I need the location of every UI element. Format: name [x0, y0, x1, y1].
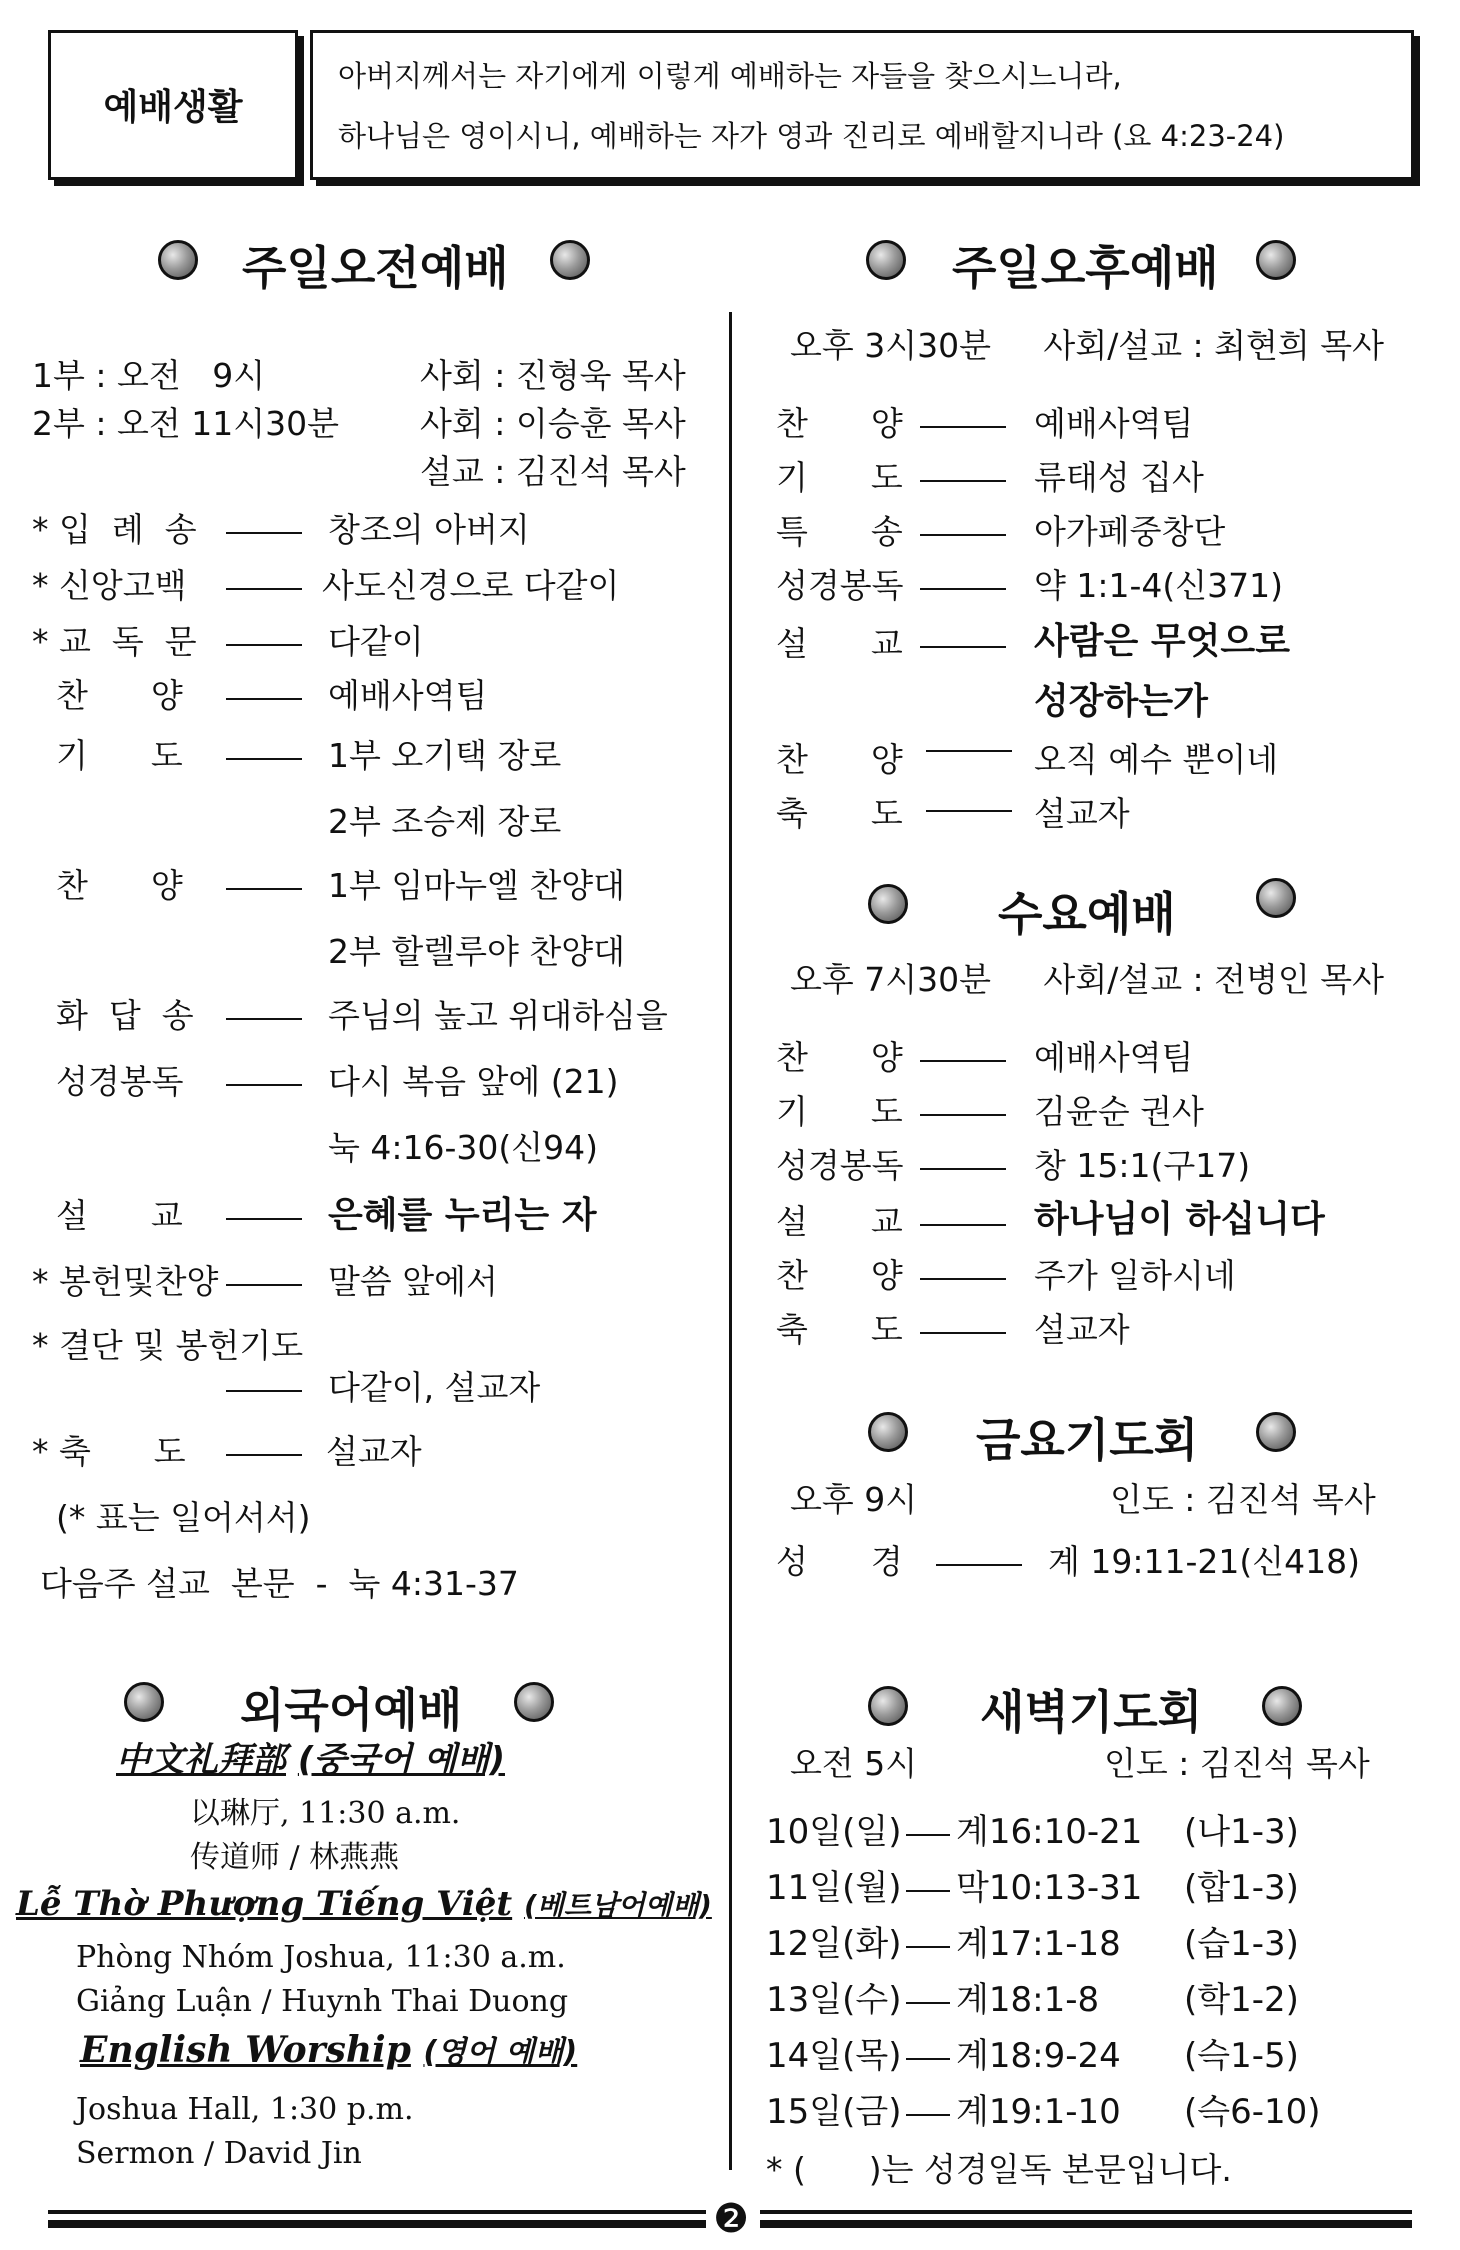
friday-leader: 인도 : 김진석 목사 — [1110, 1480, 1376, 1519]
item-label: 찬 양 — [776, 404, 903, 443]
dawn-title: 새벽기도회 — [980, 1685, 1203, 1739]
item-label: 기 도 — [56, 736, 183, 775]
chinese-title-kr: (중국어 예배) — [297, 1740, 505, 1780]
dawn-text: 계17:1-18 — [956, 1924, 1121, 1964]
leader-line — [226, 1284, 302, 1286]
footer-rule-left — [48, 2210, 706, 2214]
chinese-line1: 以琳厅, 11:30 a.m. — [190, 1796, 461, 1831]
item-label: 축 도 — [776, 794, 903, 833]
viet-title — [16, 1884, 712, 1926]
viet-title-text: Lễ Thờ Phượng Tiếng Việt — [16, 1884, 513, 1924]
item-value: 창조의 아버지 — [328, 510, 530, 549]
bullet-icon — [1256, 1412, 1296, 1452]
header-verse-line2: 하나님은 영이시니, 예배하는 자가 영과 진리로 예배할지니라 (요 4:23-24) — [338, 119, 1285, 153]
english-title-kr: (영어 예배) — [423, 2035, 578, 2070]
leader-line — [906, 1946, 950, 1948]
item-label: * 신앙고백 — [32, 566, 187, 605]
item-label: * 축 도 — [32, 1432, 186, 1471]
host2: 사회 : 이승훈 목사 — [420, 404, 686, 443]
afternoon-sermon-line1: 사람은 무엇으로 — [1034, 621, 1290, 662]
item-value: 다같이, 설교자 — [328, 1368, 541, 1407]
afternoon-sermon-line2: 성장하는가 — [1034, 681, 1208, 722]
leader-line — [226, 1018, 302, 1020]
leader-line — [906, 1890, 950, 1892]
footer-rule-left — [48, 2220, 706, 2228]
leader-line — [926, 810, 1012, 812]
host1: 사회 : 진형욱 목사 — [420, 356, 686, 395]
sermon-title: 은혜를 누리는 자 — [328, 1195, 597, 1236]
header-label: 예배생활 — [103, 87, 243, 128]
dawn-ref: (슥1-5) — [1184, 2036, 1299, 2076]
friday-title: 금요기도회 — [976, 1413, 1199, 1467]
item-label: 설 교 — [776, 1202, 903, 1241]
bullet-icon — [868, 1686, 908, 1726]
item-value2: 2부 조승제 장로 — [328, 802, 562, 841]
item-label: 성경봉독 — [776, 566, 904, 605]
item-label: * 입 례 송 — [32, 510, 197, 549]
dawn-ref: (습1-3) — [1184, 1924, 1299, 1964]
viet-line1: Phòng Nhóm Joshua, 11:30 a.m. — [76, 1940, 566, 1975]
bullet-icon — [514, 1682, 554, 1722]
dawn-text: 계16:10-21 — [956, 1812, 1143, 1852]
dawn-ref: (나1-3) — [1184, 1812, 1299, 1852]
item-value: 1부 임마누엘 찬양대 — [328, 866, 625, 905]
bullet-icon — [1256, 240, 1296, 280]
item-label: 기 도 — [776, 458, 903, 497]
english-line2: Sermon / David Jin — [76, 2136, 362, 2171]
item-label: 화 답 송 — [56, 996, 194, 1035]
viet-line2: Giảng Luận / Huynh Thai Duong — [76, 1984, 569, 2019]
item-label: 찬 양 — [56, 676, 183, 715]
sunday-morning-title: 주일오전예배 — [242, 241, 509, 295]
item-label: 설 교 — [56, 1196, 183, 1235]
item-value: 류태성 집사 — [1034, 458, 1204, 497]
dawn-day: 13일(수) — [766, 1980, 902, 2020]
bullet-icon — [1262, 1686, 1302, 1726]
item-value: 아가페중창단 — [1034, 512, 1226, 551]
leader-line — [906, 2058, 950, 2060]
leader-line — [226, 588, 302, 590]
bullet-icon — [1256, 878, 1296, 918]
chinese-line2: 传道师 / 林燕燕 — [190, 1840, 400, 1875]
item-value2: 눅 4:16-30(신94) — [328, 1128, 598, 1167]
dawn-note: * ( )는 성경일독 본문입니다. — [766, 2150, 1232, 2189]
item-value: 약 1:1-4(신371) — [1034, 566, 1283, 605]
standing-note: (* 표는 일어서서) — [56, 1498, 311, 1537]
item-label: 설 교 — [776, 624, 903, 663]
dawn-day: 14일(목) — [766, 2036, 902, 2076]
item-label: 축 도 — [776, 1310, 903, 1349]
viet-title-kr: (베트남어예배) — [523, 1889, 712, 1922]
item-label: 특 송 — [776, 512, 903, 551]
leader-line — [920, 1224, 1006, 1226]
leader-line — [920, 426, 1006, 428]
leader-line — [920, 588, 1006, 590]
dawn-day: 12일(화) — [766, 1924, 902, 1964]
dawn-text: 계19:1-10 — [956, 2092, 1121, 2132]
item-label: 성경봉독 — [56, 1062, 184, 1101]
friday-scripture: 계 19:11-21(신418) — [1048, 1542, 1360, 1581]
dawn-ref: (합1-3) — [1184, 1868, 1299, 1908]
next-week-text: 다음주 설교 본문 - 눅 4:31-37 — [40, 1564, 519, 1603]
leader-line — [920, 1332, 1006, 1334]
item-value: 주가 일하시네 — [1034, 1256, 1236, 1295]
item-value: 주님의 높고 위대하심을 — [328, 996, 668, 1035]
friday-time: 오후 9시 — [790, 1480, 918, 1519]
afternoon-info: 오후 3시30분 사회/설교 : 최현희 목사 — [790, 326, 1385, 365]
footer-rule-right — [760, 2220, 1412, 2228]
bullet-icon — [868, 884, 908, 924]
dawn-ref: (슥6-10) — [1184, 2092, 1321, 2132]
item-value: 예배사역팀 — [1034, 1038, 1194, 1077]
item-value: 설교자 — [1034, 1310, 1130, 1349]
dawn-text: 계18:1-8 — [956, 1980, 1100, 2020]
wednesday-info: 오후 7시30분 사회/설교 : 전병인 목사 — [790, 960, 1385, 999]
part2-time: 2부 : 오전 11시30분 — [32, 404, 339, 443]
leader-line — [920, 1060, 1006, 1062]
leader-line — [226, 1454, 302, 1456]
dawn-ref: (학1-2) — [1184, 1980, 1299, 2020]
bullet-icon — [124, 1682, 164, 1722]
leader-line — [226, 888, 302, 890]
english-title-text: English Worship — [80, 2029, 411, 2071]
english-title — [80, 2030, 577, 2073]
friday-scripture-label: 성 경 — [776, 1542, 903, 1581]
leader-line — [920, 1278, 1006, 1280]
item-value: 오직 예수 뿐이네 — [1034, 740, 1279, 779]
dawn-day: 11일(월) — [766, 1868, 902, 1908]
item-label: 성경봉독 — [776, 1146, 904, 1185]
item-label: 기 도 — [776, 1092, 903, 1131]
page-number: ❷ — [713, 2196, 749, 2242]
item-label: * 교 독 문 — [32, 622, 197, 661]
header-verse-box — [310, 30, 1414, 180]
header-verse-line1: 아버지께서는 자기에게 이렇게 예배하는 자들을 찾으시느니라, — [338, 59, 1122, 93]
item-value: 설교자 — [1034, 794, 1130, 833]
leader-line — [906, 1834, 950, 1836]
item-value: 사도신경으로 다같이 — [322, 566, 620, 605]
dawn-time: 오전 5시 — [790, 1744, 918, 1783]
item-value: 설교자 — [326, 1432, 422, 1471]
item-label: 찬 양 — [56, 866, 183, 905]
chinese-title — [116, 1740, 505, 1780]
bullet-icon — [866, 240, 906, 280]
item-value: 예배사역팀 — [328, 676, 488, 715]
leader-line — [920, 1168, 1006, 1170]
preacher: 설교 : 김진석 목사 — [420, 452, 686, 491]
leader-line — [226, 758, 302, 760]
sunday-afternoon-title: 주일오후예배 — [952, 241, 1219, 295]
item-label: 찬 양 — [776, 740, 903, 779]
leader-line — [920, 480, 1006, 482]
dawn-day: 10일(일) — [766, 1812, 902, 1852]
item-value2: 2부 할렐루야 찬양대 — [328, 932, 625, 971]
part1-time: 1부 : 오전 9시 — [32, 356, 266, 395]
item-label: * 봉헌및찬양 — [32, 1262, 219, 1301]
item-value: 예배사역팀 — [1034, 404, 1194, 443]
english-line1: Joshua Hall, 1:30 p.m. — [76, 2092, 414, 2127]
leader-line — [920, 534, 1006, 536]
leader-line — [906, 2114, 950, 2116]
wednesday-sermon: 하나님이 하십니다 — [1034, 1199, 1325, 1240]
item-label: 찬 양 — [776, 1256, 903, 1295]
item-value: 다같이 — [328, 622, 424, 661]
item-value: 말씀 앞에서 — [328, 1262, 498, 1301]
dawn-text: 계18:9-24 — [956, 2036, 1121, 2076]
footer-rule-right — [760, 2210, 1412, 2214]
dawn-day: 15일(금) — [766, 2092, 902, 2132]
dawn-text: 막10:13-31 — [956, 1868, 1143, 1908]
bullet-icon — [868, 1412, 908, 1452]
leader-line — [226, 532, 302, 534]
item-value: 1부 오기택 장로 — [328, 736, 562, 775]
bullet-icon — [158, 240, 198, 280]
leader-line — [926, 750, 1012, 752]
chinese-title-text: 中文礼拜部 — [116, 1740, 286, 1780]
dawn-leader: 인도 : 김진석 목사 — [1104, 1744, 1370, 1783]
leader-line — [920, 646, 1006, 648]
item-value: 김윤순 권사 — [1034, 1092, 1204, 1131]
item-label: 찬 양 — [776, 1038, 903, 1077]
leader-line — [226, 644, 302, 646]
column-divider — [729, 312, 732, 2170]
leader-line — [936, 1564, 1022, 1566]
foreign-title: 외국어예배 — [240, 1683, 463, 1737]
leader-line — [226, 1084, 302, 1086]
leader-line — [226, 1390, 302, 1392]
leader-line — [920, 1114, 1006, 1116]
bullet-icon — [550, 240, 590, 280]
wednesday-title: 수요예배 — [998, 887, 1176, 941]
item-label: * 결단 및 봉헌기도 — [32, 1326, 304, 1365]
item-value: 창 15:1(구17) — [1034, 1146, 1251, 1185]
leader-line — [226, 1218, 302, 1220]
item-value: 다시 복음 앞에 (21) — [328, 1062, 619, 1101]
leader-line — [226, 698, 302, 700]
leader-line — [906, 2002, 950, 2004]
